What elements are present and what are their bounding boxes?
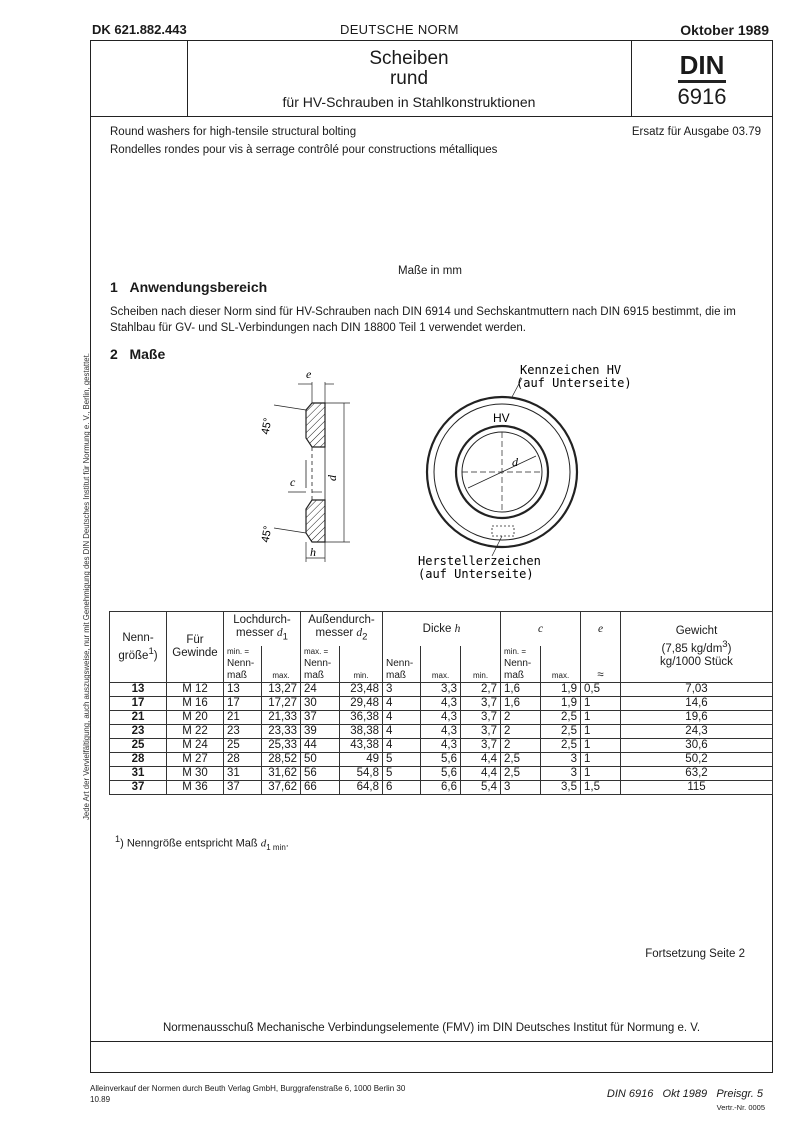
table-cell: 39 bbox=[301, 725, 340, 739]
table-cell: 6,6 bbox=[421, 781, 461, 795]
table-cell: 38,38 bbox=[340, 725, 383, 739]
angle-label: 45° bbox=[259, 416, 275, 436]
table-row bbox=[110, 767, 773, 781]
section-number: 1 bbox=[110, 279, 118, 295]
table-cell: 4,3 bbox=[421, 725, 461, 739]
document-reference: DIN 6916 Okt 1989 Preisgr. 5 bbox=[606, 1088, 763, 1100]
din-number: 6916 bbox=[677, 84, 727, 109]
table-cell: 63,2 bbox=[621, 767, 773, 781]
copyright-side-note: Jede Art der Vervielfältigung, auch auszugsweise, nur mit Genehmigung des DIN Deutsches Institut für Normung e. V., Berlin, gestattet. bbox=[82, 353, 91, 820]
table-cell: 23 bbox=[224, 725, 262, 739]
table-cell: 23 bbox=[110, 725, 167, 739]
table-row bbox=[110, 725, 773, 739]
table-cell: 24,3 bbox=[621, 725, 773, 739]
section-1-text: Scheiben nach dieser Norm sind für HV-Schrauben nach DIN 6914 und Sechskantmuttern nach DIN 6915 bestimmt, die im Stahlbau für GV- und SL-Verbindungen nach DIN 18800 Teil 1 verwendet werden. bbox=[110, 306, 736, 334]
table-cell: 1 bbox=[581, 767, 621, 781]
table-cell: 28,52 bbox=[262, 753, 301, 767]
table-cell: 2,5 bbox=[501, 767, 541, 781]
issue-date: Oktober 1989 bbox=[680, 22, 769, 38]
kennzeichen-label: Kennzeichen HV bbox=[520, 363, 622, 377]
table-cell: 0,5 bbox=[581, 683, 621, 697]
table-cell: 14,6 bbox=[621, 697, 773, 711]
publisher-note: Alleinverkauf der Normen durch Beuth Verlag GmbH, Burggrafenstraße 6, 1000 Berlin 30 bbox=[90, 1084, 406, 1093]
hersteller-label: Herstellerzeichen bbox=[418, 554, 541, 568]
section-title: Maße bbox=[129, 346, 166, 362]
table-cell: 17 bbox=[224, 697, 262, 711]
table-cell: 3 bbox=[383, 683, 421, 697]
table-cell: 30 bbox=[301, 697, 340, 711]
table-cell: M 12 bbox=[167, 683, 224, 697]
table-cell: 5,4 bbox=[461, 781, 501, 795]
header-gewicht: Gewicht (7,85 $kg/dm^3$) kg/1000 Stück bbox=[621, 612, 773, 683]
label-d2: d bbox=[325, 475, 339, 481]
header-nenngroesse: Nenn- größe$^1$) bbox=[110, 612, 167, 683]
table-cell: 13 bbox=[110, 683, 167, 697]
table-cell: 2,5 bbox=[501, 753, 541, 767]
table-cell: 28 bbox=[224, 753, 262, 767]
table-cell: M 27 bbox=[167, 753, 224, 767]
norm-label: DEUTSCHE NORM bbox=[340, 22, 459, 37]
header-dicke: Dicke h bbox=[383, 612, 501, 647]
print-code: 10.89 bbox=[90, 1095, 111, 1104]
title-line-2: rund bbox=[389, 68, 429, 89]
committee-note: Normenausschuß Mechanische Verbindungselemente (FMV) im DIN Deutsches Institut für Normung e. V. bbox=[162, 1022, 701, 1034]
hersteller-note: (auf Unterseite) bbox=[418, 567, 534, 581]
table-cell: 4,3 bbox=[421, 739, 461, 753]
table-row bbox=[110, 711, 773, 725]
table-cell: 17,27 bbox=[262, 697, 301, 711]
table-cell: 2 bbox=[501, 739, 541, 753]
header-gewinde: Für Gewinde bbox=[167, 612, 224, 683]
sub-nennmass: min. = Nenn- maß bbox=[501, 646, 541, 683]
table-cell: M 20 bbox=[167, 711, 224, 725]
table-cell: 37,62 bbox=[262, 781, 301, 795]
table-cell: 115 bbox=[621, 781, 773, 795]
table-cell: 5,6 bbox=[421, 753, 461, 767]
units-note: Maße in mm bbox=[398, 265, 462, 277]
table-cell: 3,7 bbox=[461, 697, 501, 711]
title-line-3: für HV-Schrauben in Stahlkonstruktionen bbox=[282, 94, 536, 110]
table-cell: 2 bbox=[501, 711, 541, 725]
table-cell: 43,38 bbox=[340, 739, 383, 753]
table-cell: 31 bbox=[110, 767, 167, 781]
angle-label: 45° bbox=[259, 524, 275, 544]
kennzeichen-note: (auf Unterseite) bbox=[516, 376, 632, 390]
divider bbox=[90, 1041, 773, 1042]
table-cell: 3,3 bbox=[421, 683, 461, 697]
side-section-view bbox=[274, 382, 350, 562]
table-cell: 29,48 bbox=[340, 697, 383, 711]
table-cell: 2,7 bbox=[461, 683, 501, 697]
table-cell: 23,33 bbox=[262, 725, 301, 739]
table-cell: 49 bbox=[340, 753, 383, 767]
table-cell: 3 bbox=[541, 753, 581, 767]
din-logo bbox=[631, 50, 773, 81]
table-cell: 19,6 bbox=[621, 711, 773, 725]
table-cell: 25,33 bbox=[262, 739, 301, 753]
sub-min: min. bbox=[461, 646, 501, 683]
table-cell: 64,8 bbox=[340, 781, 383, 795]
table-cell: 2,5 bbox=[541, 711, 581, 725]
table-cell: 4,4 bbox=[461, 767, 501, 781]
table-cell: 1,6 bbox=[501, 697, 541, 711]
table-cell: 5 bbox=[383, 753, 421, 767]
table-row bbox=[110, 781, 773, 795]
table-cell: 44 bbox=[301, 739, 340, 753]
table-cell: 56 bbox=[301, 767, 340, 781]
table-cell: 3,7 bbox=[461, 725, 501, 739]
table-cell: 4 bbox=[383, 697, 421, 711]
header-lochdurchmesser: Lochdurch- messer $d_1$ bbox=[224, 612, 301, 647]
table-cell: 1 bbox=[581, 697, 621, 711]
table-cell: 37 bbox=[110, 781, 167, 795]
table-cell: 5 bbox=[383, 767, 421, 781]
table-row bbox=[110, 753, 773, 767]
label-h: h bbox=[310, 545, 316, 559]
table-cell: 21 bbox=[110, 711, 167, 725]
table-cell: 3,7 bbox=[461, 739, 501, 753]
table-row bbox=[110, 683, 773, 697]
sub-nennmass: min. = Nenn- maß bbox=[224, 646, 262, 683]
table-cell: 2,5 bbox=[541, 725, 581, 739]
table-cell: 4,4 bbox=[461, 753, 501, 767]
table-cell: 25 bbox=[224, 739, 262, 753]
dimensions-table bbox=[109, 611, 773, 795]
table-cell: 4,3 bbox=[421, 711, 461, 725]
table-cell: 3,5 bbox=[541, 781, 581, 795]
table-cell: 37 bbox=[301, 711, 340, 725]
label-d1: d bbox=[512, 455, 518, 469]
subtitle-fr: Rondelles rondes pour vis à serrage contrôlé pour constructions métalliques bbox=[110, 144, 498, 156]
section-1-heading bbox=[110, 279, 267, 295]
table-cell: 4 bbox=[383, 739, 421, 753]
table-cell: 28 bbox=[110, 753, 167, 767]
table-cell: 3 bbox=[501, 781, 541, 795]
table-cell: 5,6 bbox=[421, 767, 461, 781]
sub-nennmass: Nenn- maß bbox=[383, 646, 421, 683]
table-cell: M 36 bbox=[167, 781, 224, 795]
section-2-heading bbox=[110, 346, 165, 362]
table-cell: M 24 bbox=[167, 739, 224, 753]
subtitle-en: Round washers for high-tensile structural bolting bbox=[110, 126, 357, 138]
table-cell: 4 bbox=[383, 711, 421, 725]
ersatz-note: Ersatz für Ausgabe 03.79 bbox=[631, 126, 761, 138]
table-cell: 1 bbox=[581, 739, 621, 753]
table-cell: M 30 bbox=[167, 767, 224, 781]
vertrieb-number: Vertr.-Nr. 0005 bbox=[716, 1103, 765, 1112]
table-cell: 30,6 bbox=[621, 739, 773, 753]
dk-number: DK 621.882.443 bbox=[92, 22, 187, 37]
table-cell: 7,03 bbox=[621, 683, 773, 697]
sub-max: max. bbox=[262, 646, 301, 683]
table-cell: 25 bbox=[110, 739, 167, 753]
table-cell: 6 bbox=[383, 781, 421, 795]
section-title: Anwendungsbereich bbox=[129, 279, 268, 295]
continuation-note: Fortsetzung Seite 2 bbox=[645, 948, 745, 960]
header-e: e bbox=[581, 612, 621, 647]
sub-max: max. bbox=[421, 646, 461, 683]
table-cell: 31 bbox=[224, 767, 262, 781]
table-cell: 50 bbox=[301, 753, 340, 767]
table-row bbox=[110, 739, 773, 753]
table-cell: 21,33 bbox=[262, 711, 301, 725]
table-cell: 50,2 bbox=[621, 753, 773, 767]
header-c: c bbox=[501, 612, 581, 647]
table-cell: 31,62 bbox=[262, 767, 301, 781]
table-cell: 1 bbox=[581, 711, 621, 725]
table-cell: 3,7 bbox=[461, 711, 501, 725]
table-cell: 1,5 bbox=[581, 781, 621, 795]
table-cell: 1,9 bbox=[541, 697, 581, 711]
table-row bbox=[110, 697, 773, 711]
sub-max: max. bbox=[541, 646, 581, 683]
din-logo-text: DIN bbox=[678, 50, 727, 83]
table-cell: 1,9 bbox=[541, 683, 581, 697]
table-cell: M 16 bbox=[167, 697, 224, 711]
table-cell: 3 bbox=[541, 767, 581, 781]
table-cell: M 22 bbox=[167, 725, 224, 739]
table-cell: 23,48 bbox=[340, 683, 383, 697]
label-c: c bbox=[290, 475, 296, 489]
top-view bbox=[427, 378, 577, 556]
table-cell: 66 bbox=[301, 781, 340, 795]
footnote: $^1$) Nenngröße entspricht Maß $d_{1 min}$. bbox=[115, 834, 289, 852]
table-cell: 2 bbox=[501, 725, 541, 739]
table-cell: 1,6 bbox=[501, 683, 541, 697]
table-cell: 24 bbox=[301, 683, 340, 697]
section-number: 2 bbox=[110, 346, 118, 362]
table-cell: 1 bbox=[581, 753, 621, 767]
label-e: e bbox=[306, 367, 312, 381]
table-cell: 4,3 bbox=[421, 697, 461, 711]
table-cell: 21 bbox=[224, 711, 262, 725]
table-cell: 1 bbox=[581, 725, 621, 739]
sub-approx: ≈ bbox=[581, 646, 621, 683]
table-cell: 4 bbox=[383, 725, 421, 739]
sub-nennmass: max. = Nenn- maß bbox=[301, 646, 340, 683]
table-cell: 2,5 bbox=[541, 739, 581, 753]
table-cell: 36,38 bbox=[340, 711, 383, 725]
washer-drawing bbox=[230, 360, 632, 585]
table-cell: 17 bbox=[110, 697, 167, 711]
table-cell: 13 bbox=[224, 683, 262, 697]
hv-mark: HV bbox=[493, 411, 510, 425]
table-cell: 37 bbox=[224, 781, 262, 795]
header-aussendurchmesser: Außendurch- messer $d_2$ bbox=[301, 612, 383, 647]
sub-min: min. bbox=[340, 646, 383, 683]
table-cell: 13,27 bbox=[262, 683, 301, 697]
table-cell: 54,8 bbox=[340, 767, 383, 781]
title-line-1: Scheiben bbox=[369, 48, 449, 69]
